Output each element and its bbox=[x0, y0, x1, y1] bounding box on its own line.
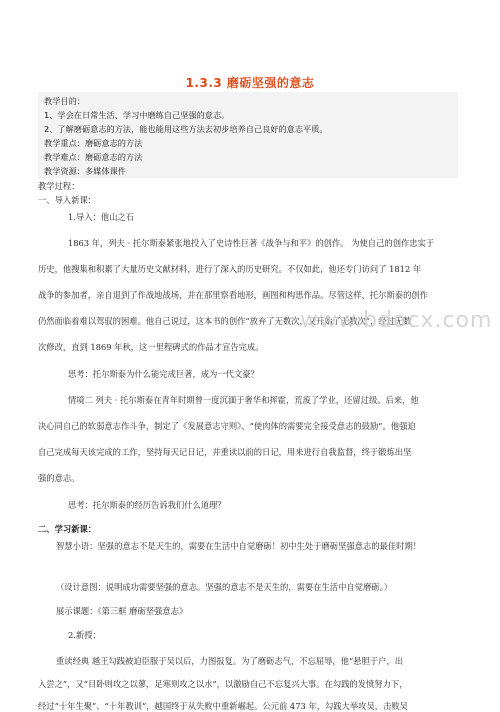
section-process-heading: 教学过程： bbox=[38, 181, 80, 191]
section-new-lesson-heading: 二、学习新课： bbox=[38, 524, 97, 534]
section-intro-heading: 一、导入新课： bbox=[38, 195, 97, 205]
paragraph-line: 重读经典 越王勾践被迫臣服于吴以后，力图报复。为了磨砺志气，不忘屈辱，他“悬胆于户，出 bbox=[56, 656, 404, 666]
info-line-difficult-point: 教学难点：磨砺意志的方法 bbox=[44, 152, 143, 162]
paragraph-line: 战争的参加者，亲自退到了作战地战场，并在那里察看地形，画图和构思作品。尽管这样，托尔斯泰的创作 bbox=[38, 290, 428, 300]
page-title: 1.3.3 磨砺坚强的意志 bbox=[185, 76, 315, 90]
question-line: 思考：托尔斯泰的经历告诉我们什么道理？ bbox=[68, 500, 226, 510]
wisdom-quote-line: 智慧小语：坚强的意志不是天生的，需要在生活中自觉磨砺！初中生处于磨砺坚强意志的最佳时期！ bbox=[56, 541, 422, 551]
paragraph-line: 入尝之”，又“目卧则攻之以蓼，足寒则攻之以水”，以激励自己不忘复兴大事。在勾践的发愤努力下， bbox=[38, 679, 408, 689]
info-line-objectives-heading: 教学目的： bbox=[44, 96, 85, 106]
paragraph-line: 次修改，直到 1869 年秋，这一里程碑式的作品才宣告完成。 bbox=[38, 342, 264, 352]
topic-display-line: 展示课题：《第三框 磨砺坚强意志》 bbox=[56, 606, 188, 616]
info-line-objective-1: 1、学会在日常生活、学习中磨练自己坚强的意志。 bbox=[44, 110, 230, 120]
paragraph-line: 自己完成每天该完成的工作，坚持每天记日记，并重读以前的日记，用来进行自我监督，终于锻炼出坚 bbox=[38, 447, 412, 457]
paragraph-line: 经过“十年生聚”、“十年教训”，越国终于从失败中重新崛起。公元前 473 年，勾践大举攻吴，击败吴 bbox=[38, 701, 408, 711]
subsection-intro-title: 1.导入：他山之石 bbox=[68, 212, 134, 222]
paragraph-line: 1863 年，列夫 · 托尔斯泰紧张地投入了史诗性巨著《战争与和平》的创作。 为使自己的创作忠实于 bbox=[68, 238, 435, 248]
question-line: 思考：托尔斯泰为什么能完成巨著，成为一代文豪？ bbox=[68, 369, 259, 379]
paragraph-line: 历史，他搜集和积累了大量历史文献材料，进行了深入的历史研究。不仅如此，他还专门访问了 1812 年 bbox=[38, 264, 422, 274]
info-line-key-point: 教学重点：磨砺意志的方法 bbox=[44, 138, 143, 148]
paragraph-line: 仍然面临着难以驾驭的困难。他自己说过，这本书的创作“放弃了无数次，又开始了无数次”，经过无数 bbox=[38, 316, 412, 326]
design-intent-line: （设计意图：说明成功需要坚强的意志。坚强的意志不是天生的，需要在生活中自觉磨砺。） bbox=[56, 582, 393, 592]
paragraph-line: 情境二 列夫 · 托尔斯泰在青年时期曾一度沉湎于奢华和挥霍，荒废了学业，还留过级。后来，他 bbox=[68, 395, 419, 405]
watermark-text: www.bdocx.com bbox=[300, 308, 493, 333]
info-line-resources: 教学资源：多媒体课件 bbox=[44, 166, 126, 176]
subsection-new-lesson-title: 2.新授： bbox=[68, 630, 101, 640]
paragraph-line: 决心同自己的软弱意志作斗争，制定了《发展意志守则》、“使肉体的需要完全接受意志的鼓励”。他强迫 bbox=[38, 421, 416, 431]
paragraph-line: 强的意志。 bbox=[38, 473, 80, 483]
info-line-objective-2: 2、了解磨砺意志的方法，能也能用这些方法去初步培养自己良好的意志平质。 bbox=[44, 124, 328, 134]
